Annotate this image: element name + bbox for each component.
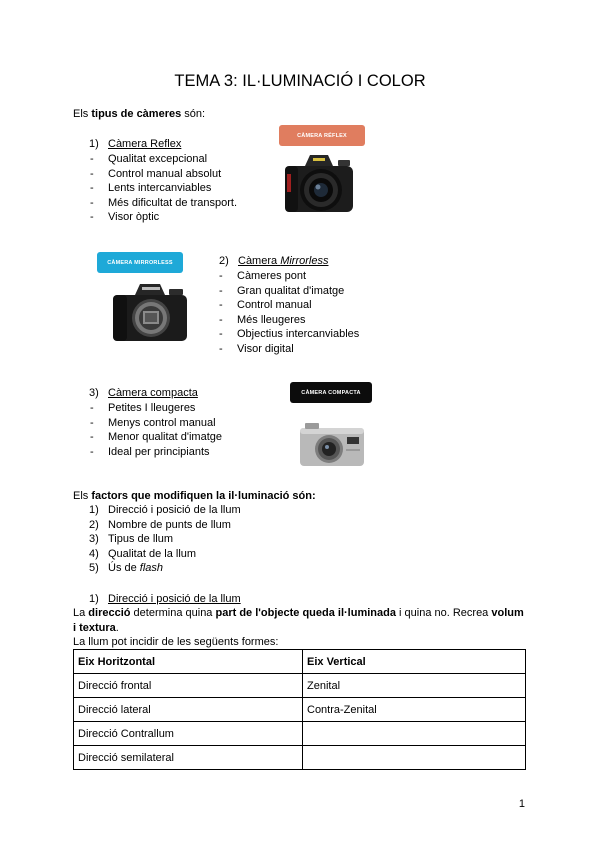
p1-e: i quina no. Recrea <box>395 607 492 619</box>
list-item: - Menys control manual <box>89 416 222 431</box>
p1-b: direcció <box>88 607 131 619</box>
list-item: - Control manual <box>218 298 359 313</box>
intro-pre: Els <box>73 108 92 120</box>
section1-p2: La llum pot incidir de les següents formes: <box>73 636 279 648</box>
compact-list <box>89 401 222 459</box>
factors-list <box>89 503 241 576</box>
table-row <box>74 674 526 698</box>
list-item: - Menor qualitat d'imatge <box>89 430 222 445</box>
p1-h: . <box>115 621 119 634</box>
factors-bold: factors que modifiquen la il·luminació són: <box>91 490 316 502</box>
list-item: - Més dificultat de transport. <box>89 196 237 211</box>
compact-num: 3) <box>89 387 99 399</box>
mirrorless-list <box>218 269 359 357</box>
list-item: - Lents intercanviables <box>89 181 237 196</box>
mirrorless-num: 2) <box>219 255 229 267</box>
list-item <box>89 518 241 533</box>
compact-heading <box>89 386 198 401</box>
compact-heading-text: Càmera compacta <box>108 387 198 399</box>
section1-paragraph <box>73 606 531 635</box>
list-item: - Objectius intercanviables <box>218 327 359 342</box>
table-row <box>74 698 526 722</box>
p1-g: i textura <box>73 621 116 634</box>
list-item: - Visor digital <box>218 342 359 357</box>
table-header: Eix Vertical <box>303 650 526 674</box>
mirrorless-heading <box>219 254 328 269</box>
p1-c: determina quina <box>130 607 216 619</box>
mirrorless-badge: CÀMERA MIRRORLESS <box>97 252 183 273</box>
intro-bold: tipus de càmeres <box>91 108 182 120</box>
table-header-row <box>74 650 526 674</box>
item-number: 1) <box>89 504 99 516</box>
reflex-badge: CÀMERA RÉFLEX <box>279 125 365 146</box>
section1-num: 1) <box>89 593 99 605</box>
factors-intro <box>73 489 316 504</box>
list-item: - Qualitat excepcional <box>89 152 237 167</box>
item-text: Nombre de punts de llum <box>108 518 231 531</box>
item-text: Tipus de llum <box>108 533 174 546</box>
table-cell <box>303 722 526 746</box>
table-row <box>74 746 526 770</box>
section1-heading-text: Direcció i posició de la llum <box>108 593 241 605</box>
list-item: - Més lleugeres <box>218 313 359 328</box>
mirrorless-heading-em: Mirrorless <box>280 255 329 267</box>
p1-d: part de l'objecte queda il·luminada <box>215 607 396 619</box>
table-cell: Direcció frontal <box>74 674 303 698</box>
section1-heading <box>89 592 241 607</box>
list-item: - Control manual absolut <box>89 167 237 182</box>
compact-badge: CÀMERA COMPACTA <box>290 382 372 403</box>
item-number: 2) <box>89 518 99 531</box>
table-cell: Direcció semilateral <box>74 746 303 770</box>
light-direction-table <box>73 649 526 770</box>
mirrorless-camera-image <box>111 281 189 345</box>
list-item <box>89 547 241 562</box>
item-text: Qualitat de la llum <box>108 547 197 560</box>
page-title: TEMA 3: IL·LUMINACIÓ I COLOR <box>174 72 426 90</box>
item-text: Ús de <box>108 562 140 575</box>
table-row <box>74 722 526 746</box>
table-cell: Direcció lateral <box>74 698 303 722</box>
reflex-heading-text: Càmera Reflex <box>108 138 182 150</box>
reflex-num: 1) <box>89 138 99 150</box>
list-item: - Visor òptic <box>89 210 237 225</box>
list-item <box>89 532 241 547</box>
table-cell: Direcció Contrallum <box>74 722 303 746</box>
p1-f: volum <box>491 607 524 619</box>
intro-post: són: <box>181 108 206 120</box>
page-number: 1 <box>518 798 525 810</box>
list-item <box>89 561 241 576</box>
mirrorless-heading-pre: Càmera <box>238 255 281 267</box>
table-cell: Contra-Zenital <box>303 698 526 722</box>
list-item: - Ideal per principiants <box>89 445 222 460</box>
compact-camera-image <box>299 423 365 467</box>
list-item <box>89 503 241 518</box>
mirrorless-heading-text <box>238 255 328 267</box>
item-text-em: flash <box>139 562 164 575</box>
table-cell: Zenital <box>303 674 526 698</box>
list-item: - Càmeres pont <box>218 269 359 284</box>
item-number: 5) <box>89 562 99 575</box>
item-number: 3) <box>89 533 99 546</box>
list-item: - Petites I lleugeres <box>89 401 222 416</box>
p1-a: La <box>73 607 89 619</box>
reflex-camera-image <box>283 150 355 218</box>
factors-pre: Els <box>73 490 92 502</box>
table-cell <box>303 746 526 770</box>
list-item: - Gran qualitat d'imatge <box>218 284 359 299</box>
item-text: Direcció i posició de la llum <box>108 504 241 516</box>
reflex-list <box>89 152 237 225</box>
item-number: 4) <box>89 547 99 560</box>
table-header: Eix Horitzontal <box>74 650 303 674</box>
reflex-heading <box>89 137 181 152</box>
intro-text <box>73 107 205 122</box>
